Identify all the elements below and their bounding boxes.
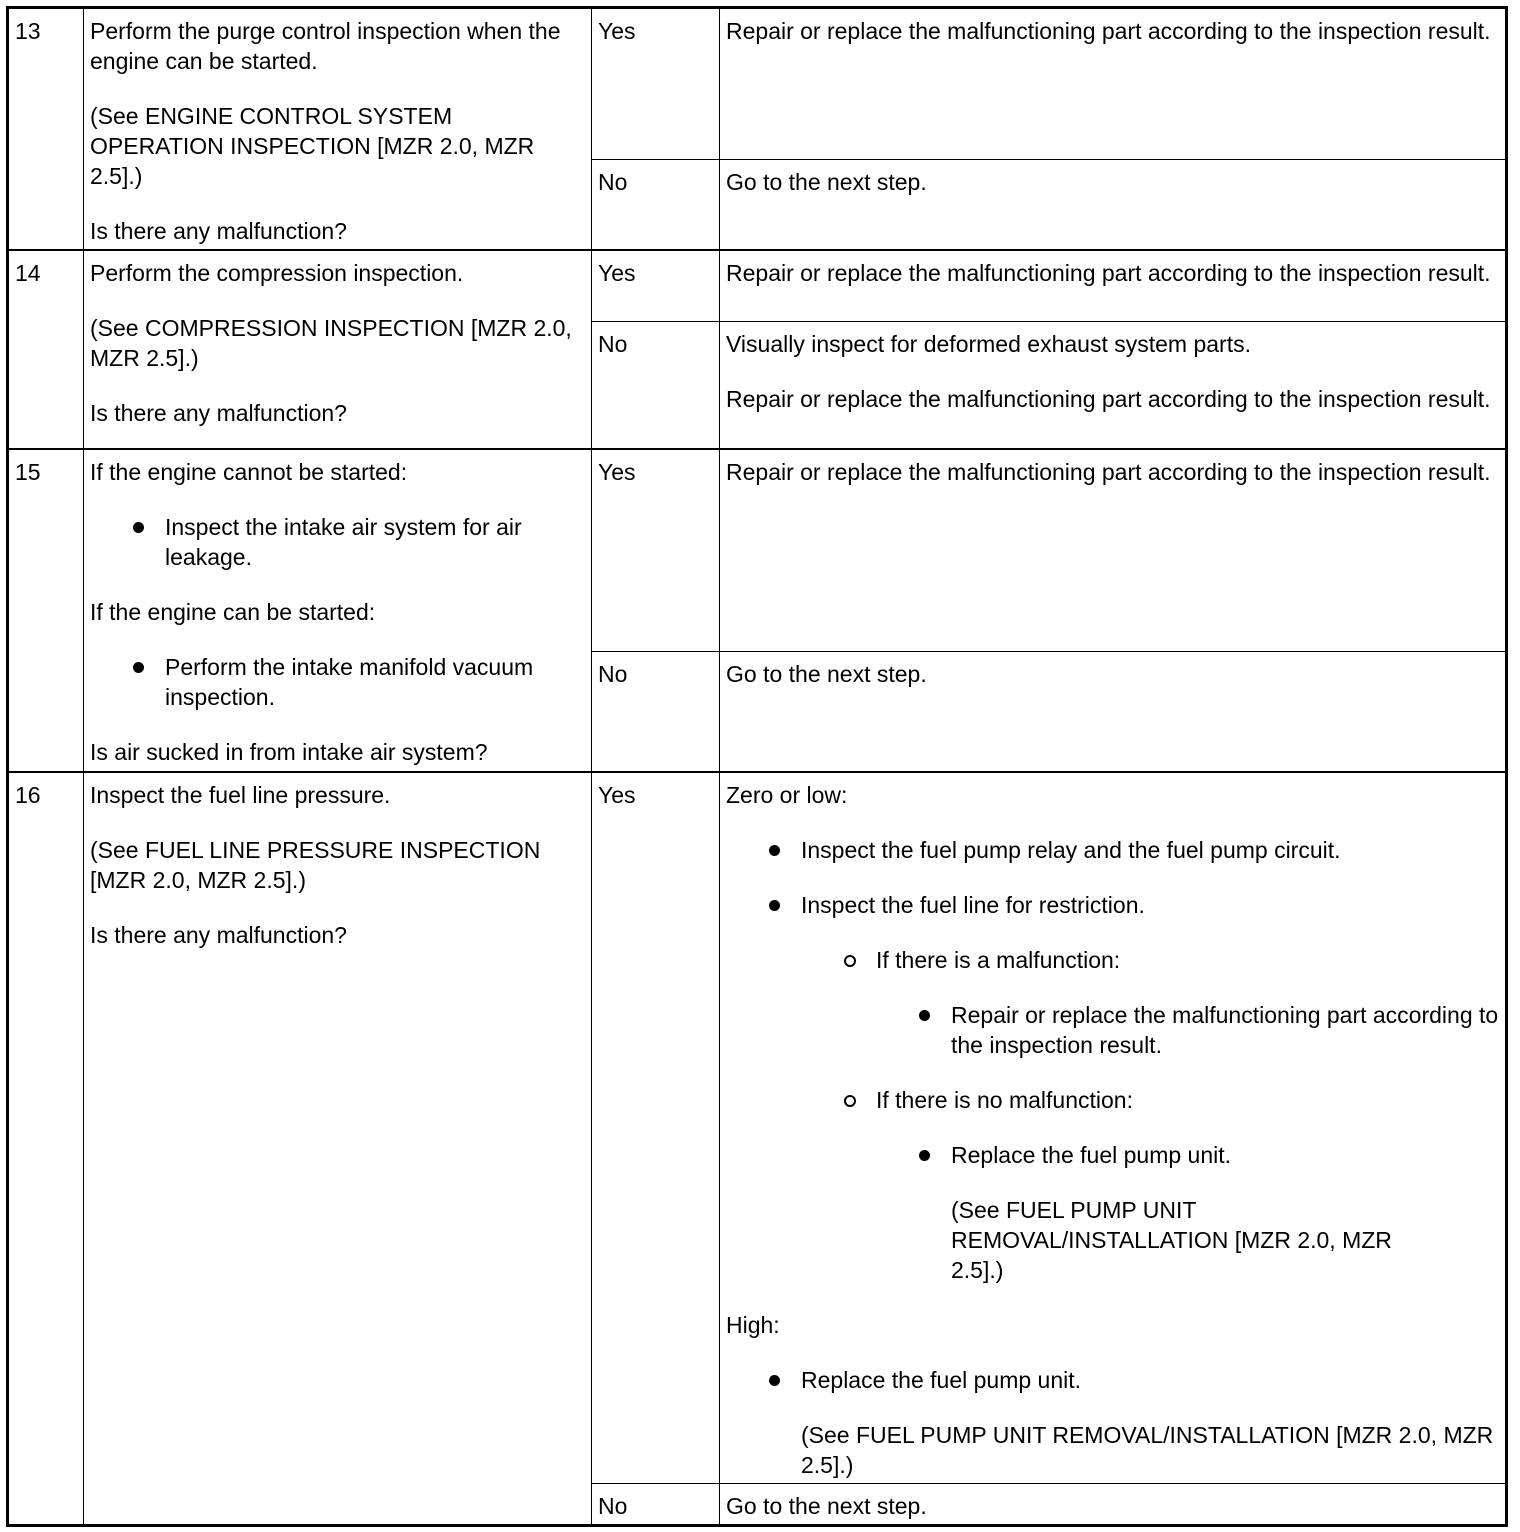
sub-item (801, 945, 1499, 975)
step-action (84, 449, 592, 772)
yes-label: Yes (592, 772, 720, 1484)
bullet-text: Inspect the fuel pump relay and the fuel pump circuit. (801, 836, 1341, 863)
bullet-item (726, 890, 1499, 920)
reference-text: (See FUEL PUMP UNIT REMOVAL/INSTALLATION [MZR 2.0, MZR 2.5].) (951, 1196, 1392, 1283)
question-text: Is there any malfunction? (90, 921, 347, 948)
bullet-text: Replace the fuel pump unit. (801, 1366, 1082, 1393)
bullet-text: Inspect the intake air system for air leakage. (165, 513, 522, 570)
step-15-yes-row (8, 449, 1507, 652)
bullet-text: Replace the fuel pump unit. (951, 1141, 1232, 1168)
reference-text: (See FUEL LINE PRESSURE INSPECTION [MZR 2.0, MZR 2.5].) (90, 836, 541, 893)
bullet-icon (919, 1010, 930, 1021)
bullet-icon (769, 900, 780, 911)
reference-text: (See FUEL PUMP UNIT REMOVAL/INSTALLATION [MZR 2.0, MZR 2.5].) (801, 1421, 1494, 1478)
bullet-icon (919, 1150, 930, 1161)
no-result: Go to the next step. (720, 160, 1507, 250)
sub-item-text: If there is a malfunction: (876, 946, 1121, 973)
bullet-item (726, 835, 1499, 865)
no-result: Go to the next step. (720, 1484, 1507, 1526)
action-text: If the engine cannot be started: (90, 458, 408, 485)
bullet-item (876, 1140, 1499, 1285)
step-16-yes-row (8, 772, 1507, 1484)
bullet-item (726, 1365, 1499, 1480)
no-result-text: Visually inspect for deformed exhaust system parts. (726, 331, 1251, 357)
sub-item-text: If there is no malfunction: (876, 1086, 1133, 1113)
circle-bullet-icon (844, 1095, 856, 1107)
step-14-yes-row (8, 250, 1507, 322)
bullet-text: Perform the intake manifold vacuum inspection. (165, 653, 534, 710)
condition-heading: Zero or low: (726, 781, 848, 808)
no-result-text: Repair or replace the malfunctioning part according to the inspection result. (726, 386, 1491, 412)
troubleshooting-table (6, 6, 1508, 1527)
no-result: Go to the next step. (720, 652, 1507, 772)
step-action (84, 250, 592, 449)
yes-label: Yes (592, 8, 720, 160)
yes-result: Repair or replace the malfunctioning part according to the inspection result. (720, 250, 1507, 322)
bullet-item (90, 512, 585, 572)
reference-text: (See ENGINE CONTROL SYSTEM OPERATION INSPECTION [MZR 2.0, MZR 2.5].) (90, 103, 535, 189)
yes-result: Repair or replace the malfunctioning part according to the inspection result. (720, 8, 1507, 160)
bullet-icon (769, 1375, 780, 1386)
no-label: No (592, 1484, 720, 1526)
step-13-yes-row (8, 8, 1507, 160)
bullet-item (90, 652, 585, 712)
reference-text: (See COMPRESSION INSPECTION [MZR 2.0, MZR 2.5].) (90, 314, 572, 371)
bullet-text: Inspect the fuel line for restriction. (801, 891, 1145, 918)
step-number: 14 (8, 250, 84, 449)
bullet-item (876, 1000, 1499, 1060)
bullet-icon (133, 662, 144, 673)
action-text: If the engine can be started: (90, 598, 376, 625)
step-number: 13 (8, 8, 84, 250)
question-text: Is there any malfunction? (90, 399, 347, 426)
circle-bullet-icon (844, 955, 856, 967)
step-number: 16 (8, 772, 84, 1526)
no-result (720, 322, 1507, 449)
bullet-icon (133, 522, 144, 533)
question-text: Is air sucked in from intake air system? (90, 738, 488, 765)
action-text: Perform the purge control inspection when the engine can be started. (90, 18, 561, 74)
yes-result (720, 772, 1507, 1484)
action-text: Inspect the fuel line pressure. (90, 781, 391, 808)
no-label: No (592, 160, 720, 250)
no-label: No (592, 652, 720, 772)
bullet-text: Repair or replace the malfunctioning part according to the inspection result. (951, 1001, 1499, 1058)
sub-item (801, 1085, 1499, 1115)
question-text: Is there any malfunction? (90, 218, 347, 244)
bullet-icon (769, 845, 780, 856)
yes-label: Yes (592, 250, 720, 322)
yes-label: Yes (592, 449, 720, 652)
step-action (84, 772, 592, 1526)
step-action (84, 8, 592, 250)
yes-result: Repair or replace the malfunctioning part according to the inspection result. (720, 449, 1507, 652)
step-number: 15 (8, 449, 84, 772)
condition-heading: High: (726, 1311, 780, 1338)
no-label: No (592, 322, 720, 449)
action-text: Perform the compression inspection. (90, 259, 464, 286)
